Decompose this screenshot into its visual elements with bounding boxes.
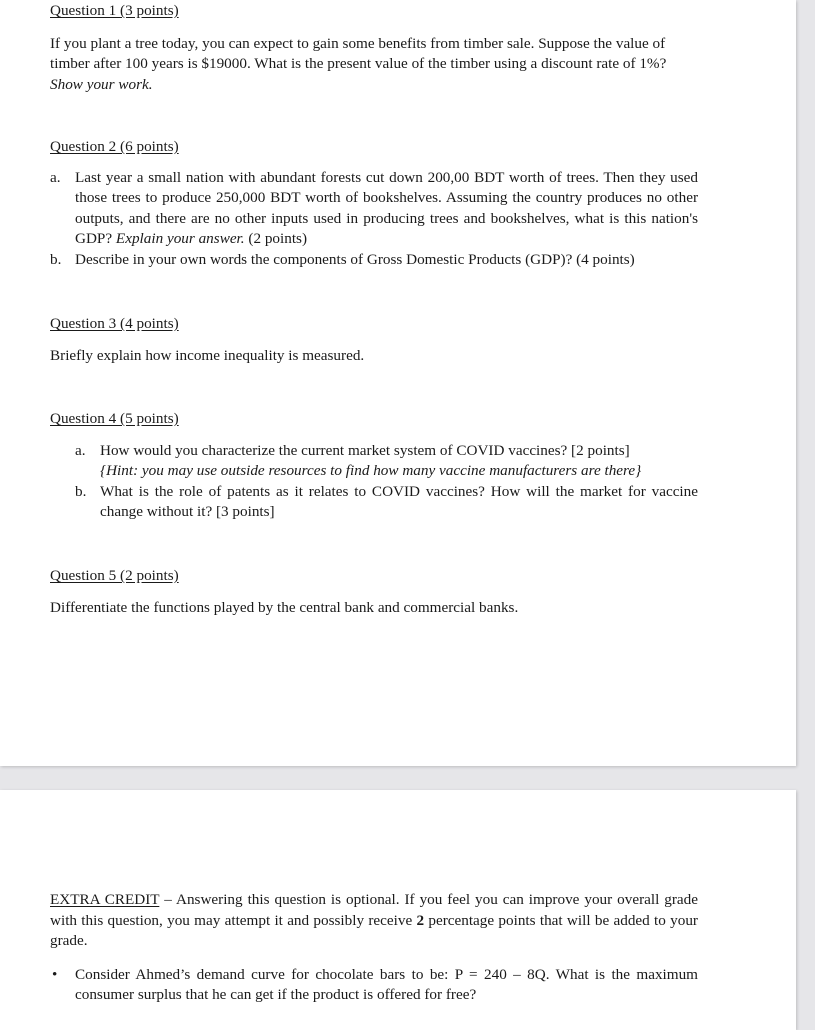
question-4-part-b-label: b. [75, 482, 87, 500]
question-4-part-a-label: a. [75, 441, 86, 459]
question-3-title: Question 3 (4 points) [50, 315, 179, 332]
question-4-part-a-hint: {Hint: you may use outside resources to find how many vaccine manufacturers are there} [100, 462, 642, 479]
question-1-instruction: Show your work. [50, 75, 153, 93]
question-1 [50, 1, 698, 95]
extra-credit-points: 2 [416, 911, 425, 929]
document-page-2 [0, 790, 796, 1030]
question-2-part-a-text: Last year a small nation with abundant forests cut down 200,00 BDT worth of trees. Then they used those trees to produce 250,000 BDT worth of bookshelves. Assuming the country produces no other outputs, and there are no other inputs used in producing trees and bookshelves, what is this nation's GDP? [75, 168, 698, 247]
question-4-part-b-text: What is the role of patents as it relates to COVID vaccines? How will the market for vaccine change without it? [3 points] [100, 482, 698, 520]
question-4-part-b [50, 482, 698, 523]
extra-credit-paragraph [50, 890, 698, 952]
bullet-icon: • [52, 965, 58, 983]
question-3 [50, 314, 698, 366]
question-1-body: If you plant a tree today, you can expect to gain some benefits from timber sale. Suppose the value of timber after 100 years is $19000. What is the present value of the timber using a discount rate of 1%? [50, 34, 667, 72]
question-5 [50, 566, 698, 618]
question-5-text: Differentiate the functions played by the central bank and commercial banks. [50, 598, 519, 616]
extra-credit-question [50, 965, 698, 1006]
question-4-part-a-text: How would you characterize the current market system of COVID vaccines? [2 points] [100, 441, 630, 459]
question-2-part-a-points: (2 points) [248, 230, 308, 247]
question-2-part-b-label: b. [50, 250, 62, 268]
question-2-part-b-text: Describe in your own words the components of Gross Domestic Products (GDP)? (4 points) [75, 250, 635, 268]
question-2-part-a-label: a. [50, 168, 61, 186]
question-4-title: Question 4 (5 points) [50, 410, 179, 427]
question-4 [50, 409, 698, 523]
extra-credit-question-text: Consider Ahmed’s demand curve for chocolate bars to be: P = 240 – 8Q. What is the maximum consumer surplus that he can get if the product is offered for free? [75, 965, 698, 1003]
question-2-title: Question 2 (6 points) [50, 138, 179, 155]
extra-credit [50, 890, 698, 1006]
extra-credit-text-before: – Answering this question is optional. If you feel you can improve your overall grade with this question, you may attempt it and possibly receive [50, 891, 698, 929]
question-2 [50, 137, 698, 270]
question-1-text [50, 34, 698, 96]
question-3-text: Briefly explain how income inequality is measured. [50, 346, 365, 364]
question-2-part-b [50, 250, 698, 271]
question-1-title: Question 1 (3 points) [50, 2, 179, 19]
extra-credit-text-after: percentage points that will be added to your grade. [50, 911, 698, 949]
question-2-part-a-instruction: Explain your answer. [115, 230, 245, 247]
extra-credit-title: EXTRA CREDIT [50, 891, 160, 908]
question-4-part-a [50, 441, 698, 482]
question-5-title: Question 5 (2 points) [50, 567, 179, 584]
question-2-part-a [50, 168, 698, 250]
